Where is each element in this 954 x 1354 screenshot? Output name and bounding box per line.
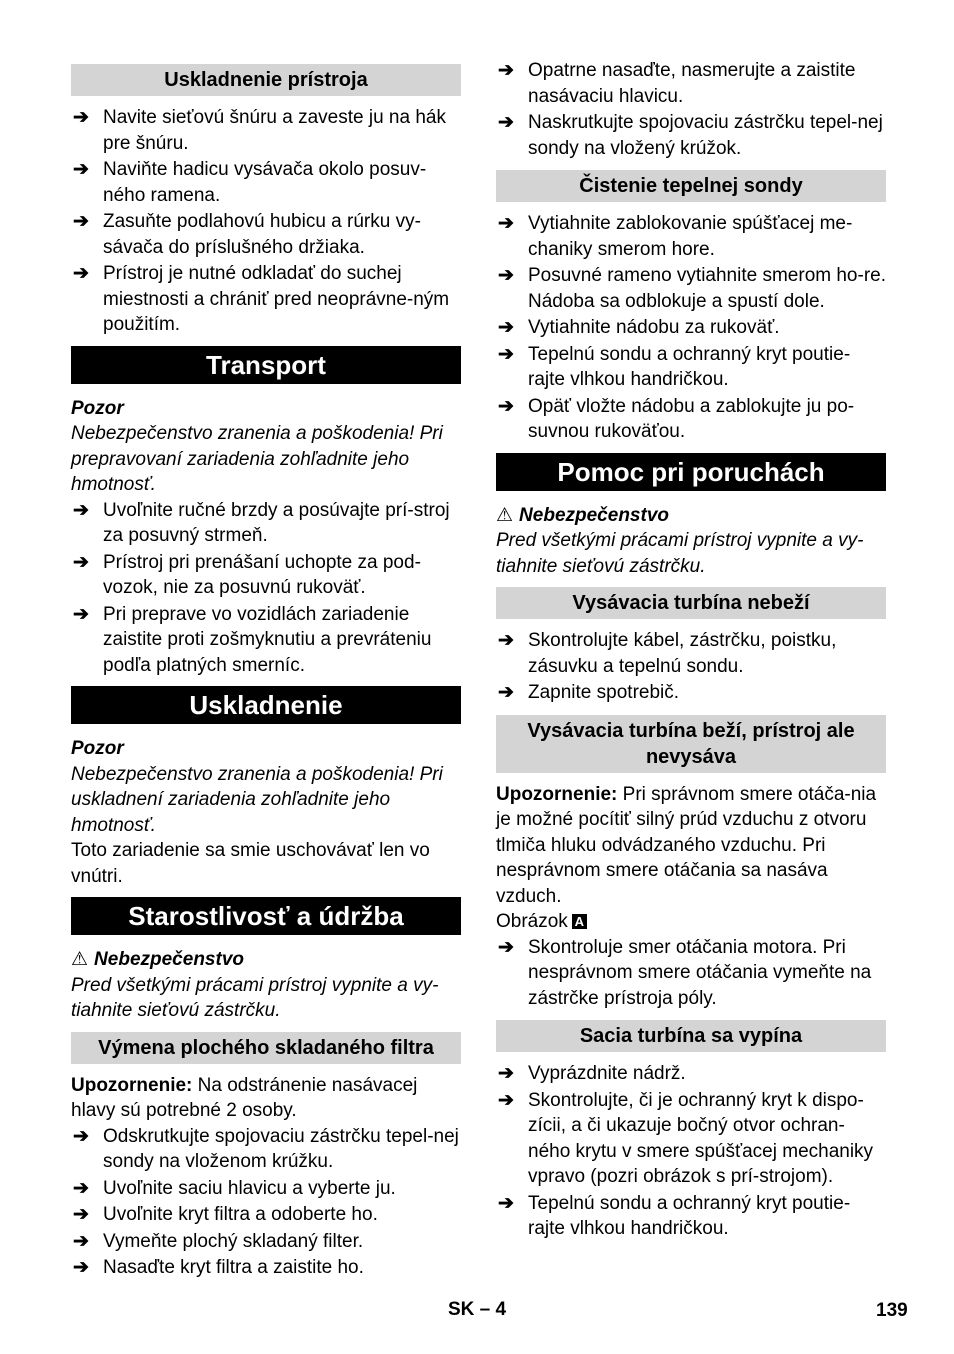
list-item: ➔ Nasaďte kryt filtra a zaistite ho.	[71, 1255, 461, 1281]
arrow-icon: ➔	[73, 1230, 89, 1252]
list-sacia-turbina	[496, 1061, 886, 1242]
arrow-icon: ➔	[73, 263, 89, 284]
list-cistenie	[496, 211, 886, 445]
list-item: ➔ Uvoľnite kryt filtra a odoberte ho.	[71, 1202, 461, 1228]
list-item: ➔ Pri preprave vo vozidlách zariadenie zaistite proti zošmyknutiu a prevráteniu podľa platných smerníc.	[73, 603, 432, 676]
arrow-icon: ➔	[73, 499, 89, 521]
list-item: ➔ Zapnite spotrebič.	[496, 680, 886, 706]
list-transport	[71, 498, 461, 679]
list-item: ➔ Tepelnú sondu a ochranný kryt poutie-rajte vlhkou handričkou.	[498, 343, 851, 390]
heading-cistenie-tepelnej-sondy: Čistenie tepelnej sondy	[496, 170, 886, 202]
caution-title: Pozor	[71, 738, 124, 759]
arrow-icon: ➔	[498, 213, 514, 234]
note-paragraph	[496, 782, 886, 910]
page-number: 139	[876, 1300, 908, 1321]
list-item: ➔ Opäť vložte nádobu a zablokujte ju po-suvnou rukoväťou.	[498, 395, 855, 442]
warning-icon: ⚠	[496, 504, 514, 526]
arrow-icon: ➔	[73, 603, 89, 625]
list-item: ➔ Prístroj pri prenášaní uchopte za pod-vozok, nie za posuvnú rukoväť.	[73, 551, 421, 598]
arrow-icon: ➔	[73, 159, 89, 180]
list-item: ➔ Naskrutkujte spojovaciu zástrčku tepel-nej sondy na vložený krúžok.	[498, 112, 883, 159]
arrow-icon: ➔	[498, 265, 514, 286]
arrow-icon: ➔	[498, 60, 514, 81]
arrow-icon: ➔	[73, 1204, 89, 1225]
caution-text: Nebezpečenstvo zranenia a poškodenia! Pri uskladnení zariadenia zohľadnite jeho hmotnosť.	[71, 763, 443, 836]
danger-text: Pred všetkými prácami prístroj vypnite a vy-tiahnite sieťovú zástrčku.	[71, 974, 439, 1021]
list-item: ➔ Naviňte hadicu vysávača okolo posuv-ného ramena.	[73, 159, 427, 206]
arrow-icon: ➔	[73, 1257, 89, 1278]
figure-reference: Obrázok A	[496, 909, 886, 935]
list-item: ➔ Posuvné rameno vytiahnite smerom ho-re. Nádoba sa odblokuje a spustí dole.	[498, 265, 886, 312]
arrow-icon: ➔	[498, 343, 514, 365]
list-item: ➔ Uvoľnite saciu hlavicu a vyberte ju.	[71, 1176, 461, 1202]
arrow-icon: ➔	[498, 1089, 514, 1111]
danger-title: ⚠ Nebezpečenstvo	[71, 949, 244, 970]
list-item: ➔ Uvoľnite ručné brzdy a posúvajte prí-stroj za posuvný strmeň.	[73, 499, 450, 546]
arrow-icon: ➔	[498, 1063, 514, 1084]
heading-pomoc-pri-poruchach: Pomoc pri poruchách	[496, 453, 886, 491]
arrow-icon: ➔	[73, 1177, 89, 1199]
caution-text: Nebezpečenstvo zranenia a poškodenia! Pri prepravovaní zariadenia zohľadnite jeho hmotnosť.	[71, 423, 443, 495]
heading-uskladnenie-pristroja: Uskladnenie prístroja	[71, 64, 461, 96]
heading-transport: Transport	[71, 346, 461, 384]
caution-title: Pozor	[71, 397, 124, 419]
right-column	[496, 58, 886, 1243]
arrow-icon: ➔	[498, 1192, 514, 1214]
note-text: Na odstránenie nasávacej hlavy sú potrebné 2 osoby.	[71, 1074, 418, 1121]
heading-vymena-filtra: Výmena plochého skladaného filtra	[71, 1032, 461, 1064]
list-item: ➔ Navite sieťovú šnúru a zaveste ju na hák pre šnúru.	[73, 107, 446, 154]
list-vymena-filtra	[71, 1124, 461, 1281]
list-item: ➔ Vyprázdnite nádrž.	[496, 1061, 886, 1087]
arrow-icon: ➔	[498, 395, 514, 417]
heading-turbina-bezi-nevysava: Vysávacia turbína beží, prístroj ale nevysáva	[496, 715, 886, 773]
arrow-icon: ➔	[73, 107, 89, 128]
arrow-icon: ➔	[498, 317, 514, 338]
note-text: Pri správnom smere otáča-nia je možné pocítiť silný prúd vzduchu z otvoru tlmiča hluku odvádzaného vzduchu. Pri nesprávnom smere otáčania sa nasáva vzduch.	[496, 783, 877, 907]
list-item: ➔ Prístroj je nutné odkladať do suchej miestnosti a chrániť pred neoprávne-ným použitím.	[73, 263, 450, 335]
list-item: ➔ Vymeňte plochý skladaný filter.	[71, 1229, 461, 1255]
note-paragraph	[71, 1073, 461, 1124]
list-item: ➔ Skontrolujte kábel, zástrčku, poistku, zásuvku a tepelnú sondu.	[498, 630, 837, 677]
heading-sacia-turbina-sa-vypina: Sacia turbína sa vypína	[496, 1020, 886, 1052]
footer-section-label: SK – 4	[448, 1299, 507, 1320]
danger-text: Pred všetkými prácami prístroj vypnite a vy-tiahnite sieťovú zástrčku.	[496, 530, 864, 577]
arrow-icon: ➔	[498, 936, 514, 958]
arrow-icon: ➔	[73, 551, 89, 573]
list-item: ➔ Vytiahnite zablokovanie spúšťacej me-chaniky smerom hore.	[498, 213, 853, 260]
arrow-icon: ➔	[73, 1125, 89, 1147]
list-item: ➔ Tepelnú sondu a ochranný kryt poutie-rajte vlhkou handričkou.	[498, 1192, 851, 1239]
figure-a-badge: A	[572, 914, 587, 929]
list-item: ➔ Skontroluje smer otáčania motora. Pri nesprávnom smere otáčania vymeňte na zástrčke prístroja póly.	[498, 936, 872, 1009]
note-label: Upozornenie:	[71, 1074, 193, 1096]
list-turbina-nebezi	[496, 628, 886, 706]
arrow-icon: ➔	[498, 112, 514, 133]
list-uskladnenie-pristroja	[71, 105, 461, 338]
danger-title: ⚠ Nebezpečenstvo	[496, 504, 669, 526]
arrow-icon: ➔	[498, 682, 514, 703]
list-item: ➔ Zasuňte podlahovú hubicu a rúrku vy-sávača do príslušného držiaka.	[73, 211, 421, 258]
storage-text: Toto zariadenie sa smie uschovávať len vo vnútri.	[71, 840, 430, 887]
arrow-icon: ➔	[73, 211, 89, 232]
list-item: ➔ Opatrne nasaďte, nasmerujte a zaistite nasávaciu hlavicu.	[498, 60, 856, 107]
list-item: ➔ Vytiahnite nádobu za rukoväť.	[496, 315, 886, 341]
note-label: Upozornenie:	[496, 783, 618, 805]
arrow-icon: ➔	[498, 630, 514, 651]
left-column	[71, 64, 461, 1282]
list-turbina-bezi	[496, 935, 886, 1012]
warning-icon: ⚠	[71, 949, 89, 970]
list-item: ➔ Skontrolujte, či je ochranný kryt k dispo-zícii, a či ukazuje bočný otvor ochran-ného krytu v smere spúšťacej mechaniky vpravo (pozri obrázok s prí-strojom).	[498, 1089, 874, 1187]
list-item: ➔ Odskrutkujte spojovaciu zástrčku tepel-nej sondy na vloženom krúžku.	[73, 1125, 459, 1172]
list-continued	[496, 58, 886, 161]
heading-turbina-nebezi: Vysávacia turbína nebeží	[496, 587, 886, 619]
heading-uskladnenie: Uskladnenie	[71, 686, 461, 724]
heading-starostlivost-a-udrzba: Starostlivosť a údržba	[71, 897, 461, 935]
